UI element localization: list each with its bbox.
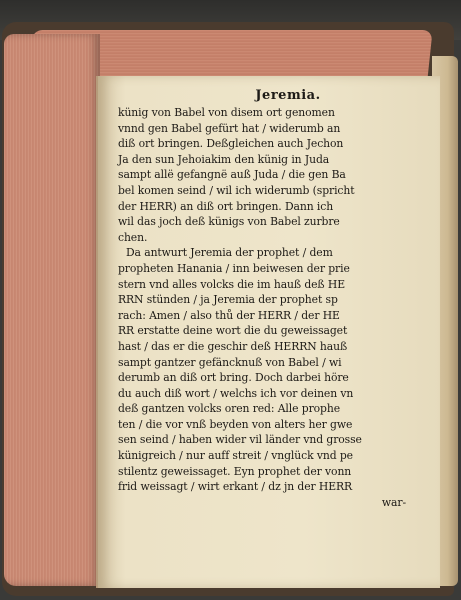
text-line: du auch diß wort / welchs ich vor deinen vn xyxy=(118,386,354,400)
text-line: hast / das er die geschir deß HERRN hauß xyxy=(118,339,348,353)
text-line: sampt allë gefangnë auß Juda / die gen Ba xyxy=(118,168,346,182)
text-line: propheten Hanania / inn beiwesen der prie xyxy=(118,261,350,275)
text-line: künig von Babel von disem ort genomen xyxy=(118,106,335,119)
text-line: sen seind / haben wider vil länder vnd grosse xyxy=(118,433,362,447)
text-line: bel komen seind / wil ich widerumb (spricht xyxy=(118,183,355,197)
text-line: chen. xyxy=(118,230,148,244)
page-edge-stack xyxy=(4,34,100,586)
page-text xyxy=(118,88,418,510)
text-line: Ja den sun Jehoiakim den künig in Juda xyxy=(118,152,330,166)
text-line: künigreich / nur auff streit / vnglück vnd pe xyxy=(118,449,353,463)
text-line: stern vnd alles volcks die im hauß deß HE xyxy=(118,277,345,291)
text-line: frid weissagt / wirt erkant / dz jn der HERR xyxy=(118,480,353,494)
text-line: der HERR) an diß ort bringen. Dann ich xyxy=(118,199,334,213)
text-line: sampt gantzer gefäncknuß von Babel / wi xyxy=(118,355,342,369)
running-head: Jeremia. xyxy=(255,88,321,103)
text-line: ten / die vor vnß beyden von alters her gwe xyxy=(118,417,353,431)
text-line: RR erstatte deine wort die du geweissaget xyxy=(118,324,348,338)
text-line: RRN stünden / ja Jeremia der prophet sp xyxy=(118,293,338,307)
text-line: stilentz geweissaget. Eyn prophet der vonn xyxy=(118,464,352,478)
text-line: vnnd gen Babel gefürt hat / widerumb an xyxy=(118,121,341,135)
text-line: rach: Amen / also thů der HERR / der HE xyxy=(118,308,340,322)
text-line: deß gantzen volcks oren red: Alle prophe xyxy=(118,402,340,416)
text-line: Da antwurt Jeremia der prophet / dem xyxy=(126,246,333,260)
text-line: diß ort bringen. Deßgleichen auch Jechon xyxy=(118,137,344,151)
text-line: wil das joch deß künigs von Babel zurbre xyxy=(118,215,340,229)
catchword: war- xyxy=(381,495,406,509)
book-page xyxy=(96,76,440,588)
text-line: derumb an diß ort bring. Doch darbei höre xyxy=(118,371,349,385)
